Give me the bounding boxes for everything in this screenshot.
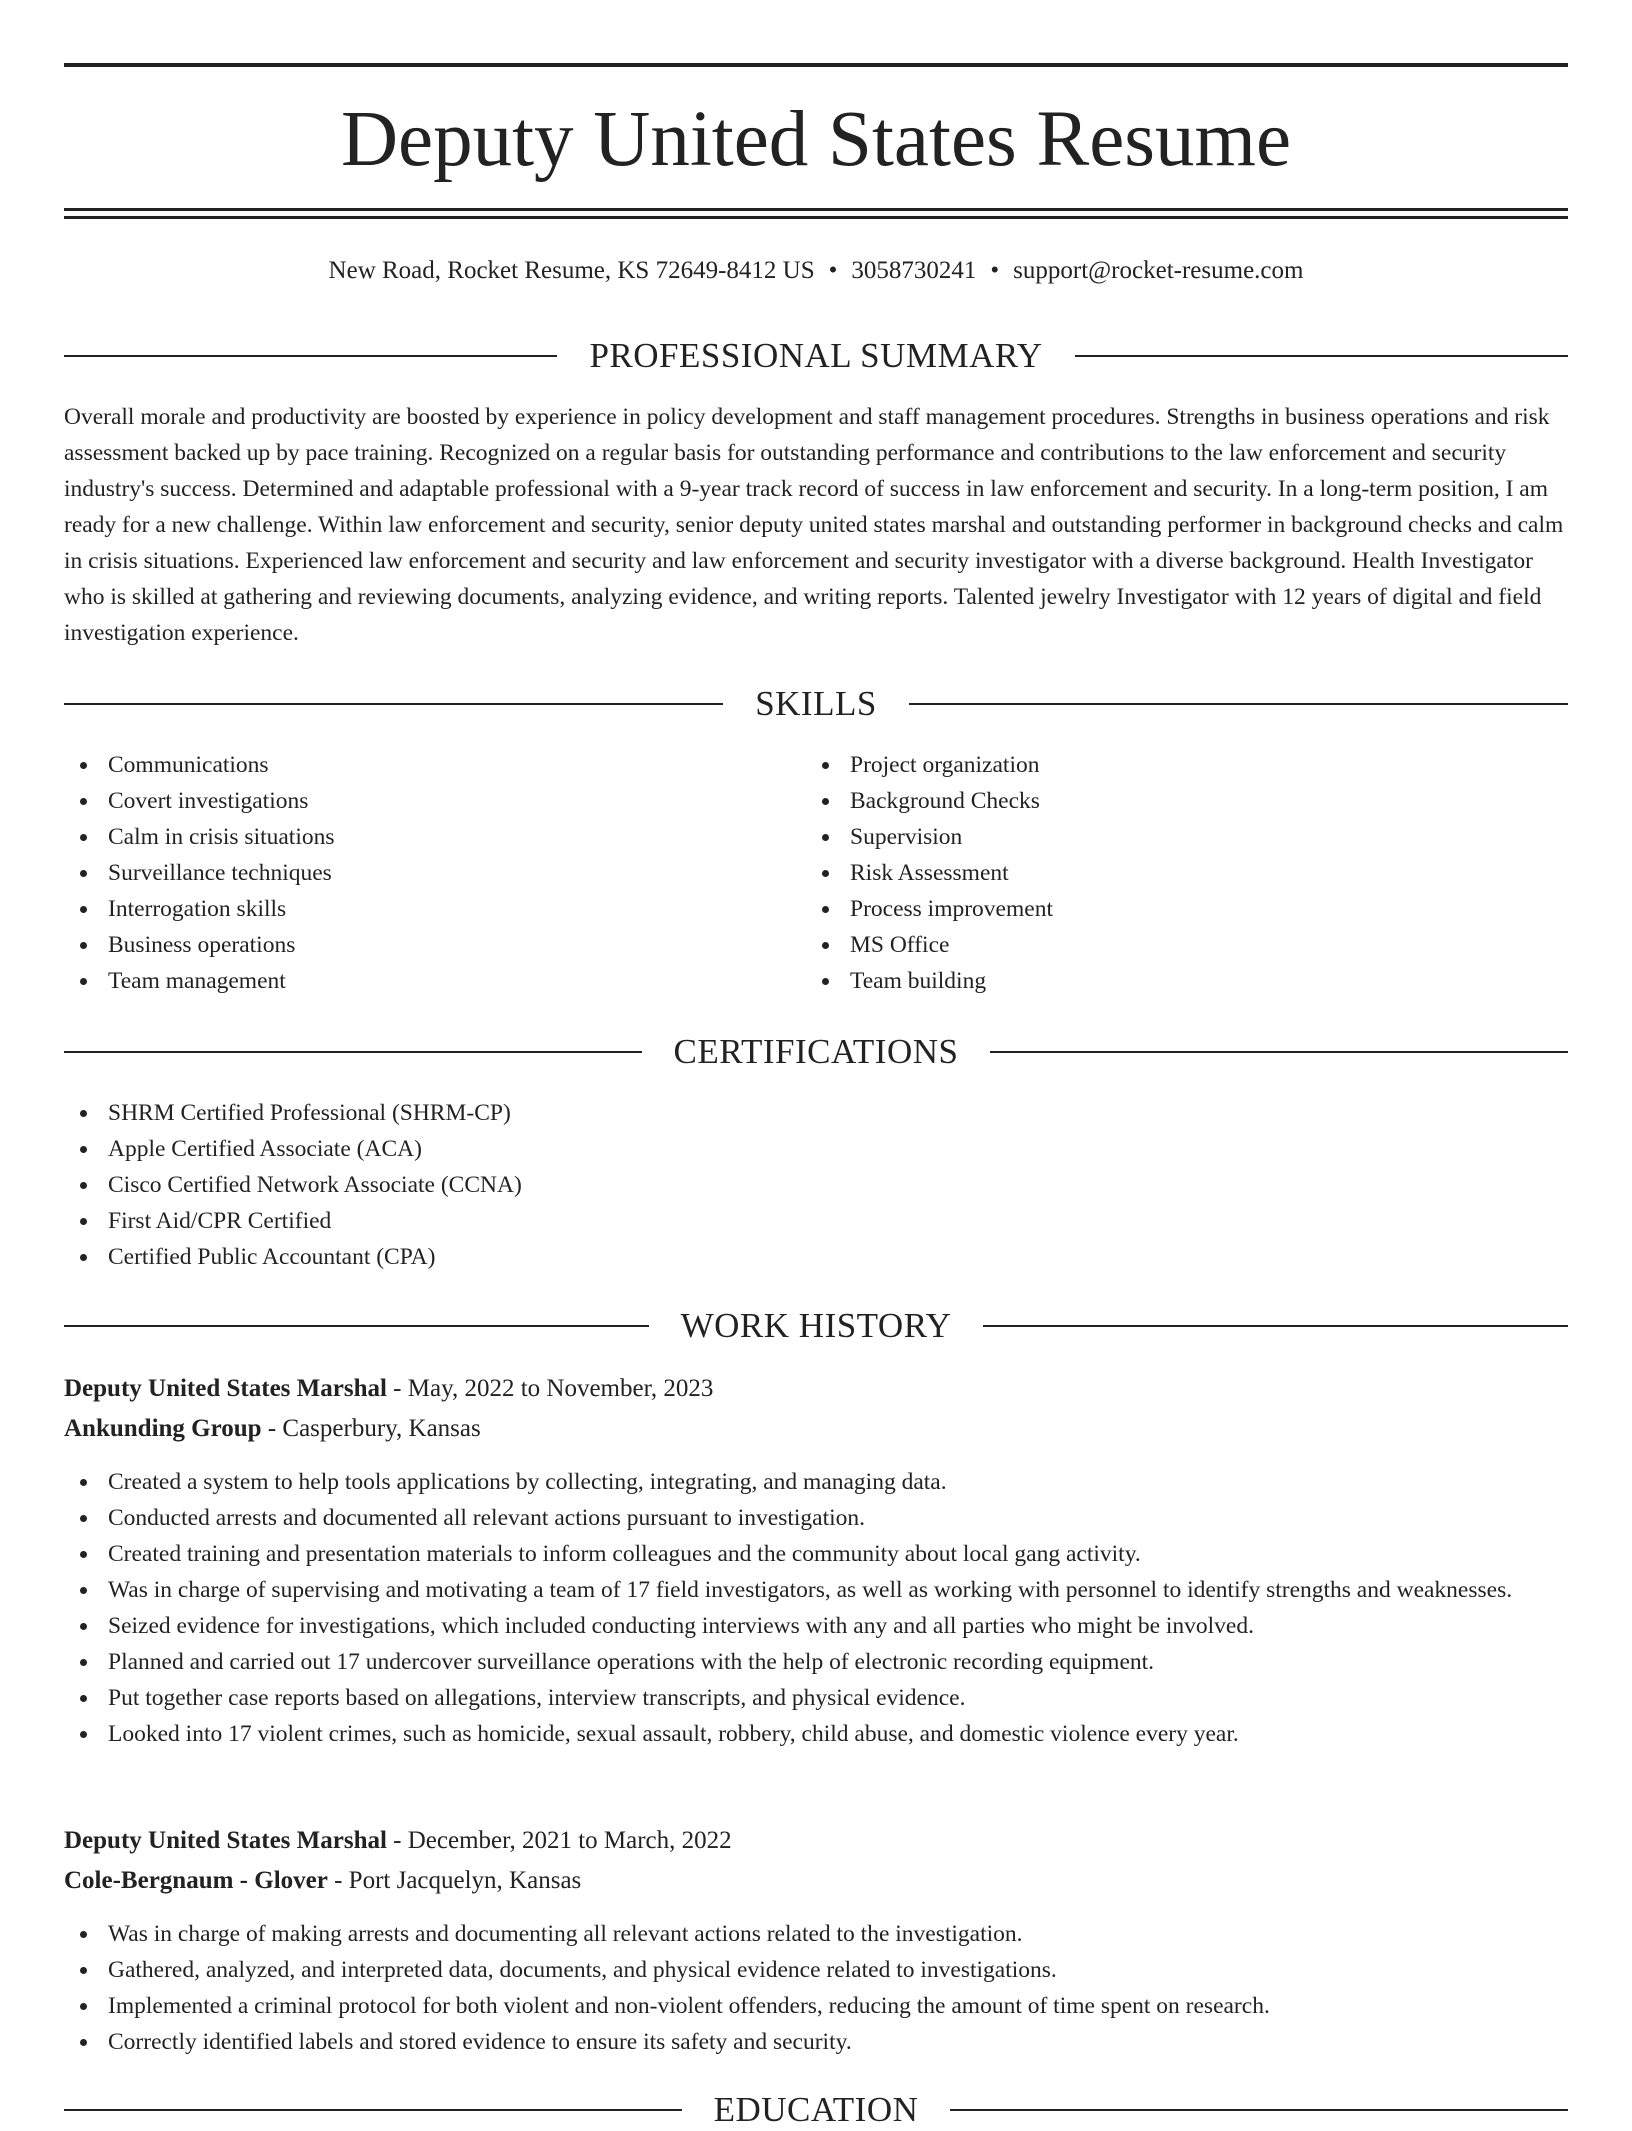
list-item: Certified Public Accountant (CPA): [64, 1239, 1568, 1275]
list-item: First Aid/CPR Certified: [64, 1203, 1568, 1239]
section-heading-certifications: [64, 1031, 1568, 1073]
section-heading-education: [64, 2089, 1568, 2131]
contact-phone: 3058730241: [851, 257, 977, 284]
list-item: Covert investigations: [64, 783, 804, 819]
job-location: Casperbury, Kansas: [282, 1415, 481, 1442]
list-item: Put together case reports based on allegations, interview transcripts, and physical evidence.: [64, 1680, 1568, 1716]
heading-rule-right: [990, 1051, 1568, 1053]
contact-separator: •: [990, 257, 1000, 284]
section-heading-label: WORK HISTORY: [680, 1306, 952, 1345]
section-heading-label: PROFESSIONAL SUMMARY: [589, 336, 1043, 375]
resume-title: Deputy United States Resume: [340, 96, 1292, 183]
list-item: Risk Assessment: [806, 855, 1546, 891]
job-title-line: [64, 1370, 1568, 1408]
list-item: Implemented a criminal protocol for both violent and non-violent offenders, reducing the amount of time spent on research.: [64, 1988, 1568, 2024]
heading-rule-left: [64, 355, 557, 357]
section-heading-label: SKILLS: [755, 684, 877, 723]
list-item: Interrogation skills: [64, 891, 804, 927]
list-item: Was in charge of making arrests and documenting all relevant actions related to the investigation.: [64, 1916, 1568, 1952]
contact-separator: •: [828, 257, 838, 284]
heading-rule-left: [64, 2109, 682, 2111]
list-item: Planned and carried out 17 undercover surveillance operations with the help of electronic recording equipment.: [64, 1644, 1568, 1680]
list-item: Created a system to help tools applications by collecting, integrating, and managing data.: [64, 1464, 1568, 1500]
section-heading-summary: [64, 335, 1568, 377]
job-title: Deputy United States Marshal: [64, 1375, 387, 1402]
job-bullets: [64, 1916, 1568, 2060]
list-item: Cisco Certified Network Associate (CCNA): [64, 1167, 1568, 1203]
heading-rule-right: [950, 2109, 1568, 2111]
job-bullets: [64, 1464, 1568, 1752]
section-heading-work-history: [64, 1305, 1568, 1347]
list-item: Conducted arrests and documented all relevant actions pursuant to investigation.: [64, 1500, 1568, 1536]
list-item: Created training and presentation materials to inform colleagues and the community about local gang activity.: [64, 1536, 1568, 1572]
list-item: Seized evidence for investigations, which included conducting interviews with any and all parties who might be involved.: [64, 1608, 1568, 1644]
certifications-list: [64, 1095, 1568, 1275]
job-separator: -: [261, 1415, 283, 1442]
title-rule-upper: [64, 208, 1568, 211]
contact-email: support@rocket-resume.com: [1013, 257, 1304, 284]
list-item: Supervision: [806, 819, 1546, 855]
job-title-line: [64, 1822, 1568, 1860]
list-item: Communications: [64, 747, 804, 783]
job-title: Deputy United States Marshal: [64, 1827, 387, 1854]
section-heading-label: EDUCATION: [713, 2090, 919, 2129]
top-rule: [64, 63, 1568, 67]
section-heading-label: CERTIFICATIONS: [673, 1032, 959, 1071]
heading-rule-left: [64, 1325, 649, 1327]
section-heading-skills: [64, 683, 1568, 725]
job-company-line: [64, 1862, 1568, 1900]
heading-rule-right: [909, 703, 1568, 705]
job-dates: December, 2021 to March, 2022: [407, 1827, 732, 1854]
job-company: Ankunding Group: [64, 1415, 262, 1442]
job-separator: -: [386, 1827, 408, 1854]
list-item: Calm in crisis situations: [64, 819, 804, 855]
job-company: Cole-Bergnaum - Glover: [64, 1867, 328, 1894]
skills-list-left: [64, 747, 804, 999]
heading-rule-right: [983, 1325, 1568, 1327]
job-location: Port Jacquelyn, Kansas: [348, 1867, 582, 1894]
summary-paragraph: Overall morale and productivity are boosted by experience in policy development and staff management procedures. Strengths in business operations and risk assessment backed up by pace training. Recognized on a regular basis for outstanding performance and contributions to the law enforcement and security industry's success. Determined and adaptable professional with a 9-year track record of success in law enforcement and security. In a long-term position, I am ready for a new challenge. Within law enforcement and security, senior deputy united states marshal and outstanding performer in background checks and calm in crisis situations. Experienced law enforcement and security and law enforcement and security investigator with a diverse background. Health Investigator who is skilled at gathering and reviewing documents, analyzing evidence, and writing reports. Talented jewelry Investigator with 12 years of digital and field investigation experience.: [64, 404, 1564, 646]
list-item: Business operations: [64, 927, 804, 963]
job-separator: -: [386, 1375, 408, 1402]
list-item: Gathered, analyzed, and interpreted data, documents, and physical evidence related to investigations.: [64, 1952, 1568, 1988]
list-item: Correctly identified labels and stored evidence to ensure its safety and security.: [64, 2024, 1568, 2060]
list-item: Team building: [806, 963, 1546, 999]
list-item: Was in charge of supervising and motivating a team of 17 field investigators, as well as working with personnel to identify strengths and weaknesses.: [64, 1572, 1568, 1608]
title-rule-lower: [64, 216, 1568, 219]
job-dates: May, 2022 to November, 2023: [407, 1375, 714, 1402]
contact-line: [64, 254, 1568, 288]
job-separator: -: [327, 1867, 349, 1894]
list-item: Team management: [64, 963, 804, 999]
heading-rule-left: [64, 1051, 642, 1053]
list-item: Process improvement: [806, 891, 1546, 927]
list-item: MS Office: [806, 927, 1546, 963]
list-item: Background Checks: [806, 783, 1546, 819]
job-company-line: [64, 1410, 1568, 1448]
contact-address: New Road, Rocket Resume, KS 72649-8412 US: [328, 257, 815, 284]
heading-rule-right: [1075, 355, 1568, 357]
list-item: Project organization: [806, 747, 1546, 783]
skills-list-right: [806, 747, 1546, 999]
list-item: SHRM Certified Professional (SHRM-CP): [64, 1095, 1568, 1131]
list-item: Surveillance techniques: [64, 855, 804, 891]
list-item: Apple Certified Associate (ACA): [64, 1131, 1568, 1167]
heading-rule-left: [64, 703, 723, 705]
list-item: Looked into 17 violent crimes, such as homicide, sexual assault, robbery, child abuse, and domestic violence every year.: [64, 1716, 1568, 1752]
